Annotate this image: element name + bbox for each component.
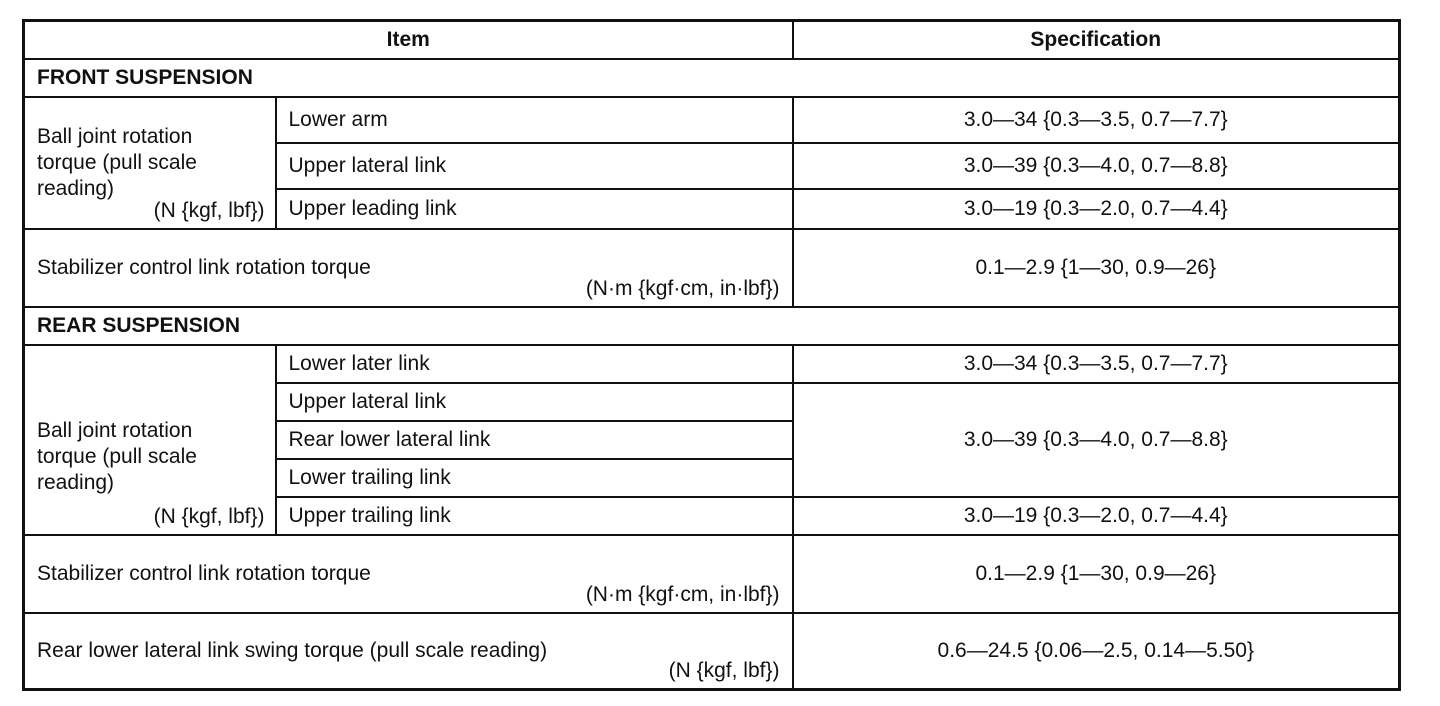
label-line: reading) [37, 471, 115, 494]
sub-item: Upper lateral link [276, 143, 793, 189]
rear-ball-joint-label [24, 345, 276, 535]
table-row [24, 535, 1400, 613]
specification-table [22, 19, 1401, 691]
front-ball-joint-label [24, 97, 276, 229]
unit-label: (N·m {kgf·cm, in·lbf}) [585, 277, 780, 300]
specification-column-header: Specification [793, 21, 1400, 60]
sub-item: Lower arm [276, 97, 793, 143]
section-row [24, 59, 1400, 97]
label-line: torque (pull scale [37, 151, 197, 174]
section-row [24, 307, 1400, 345]
rear-stabilizer-label [24, 535, 793, 613]
unit-label: (N·m {kgf·cm, in·lbf}) [585, 583, 780, 606]
swing-label-text: Rear lower lateral link swing torque (pull scale reading) [37, 638, 548, 662]
stabilizer-label-text: Stabilizer control link rotation torque [37, 256, 371, 279]
sub-item: Upper trailing link [276, 497, 793, 535]
spec-value: 3.0—19 {0.3—2.0, 0.7—4.4} [793, 497, 1400, 535]
table-row [24, 97, 1400, 143]
spec-value: 0.6—24.5 {0.06—2.5, 0.14—5.50} [793, 613, 1400, 689]
table-row [24, 229, 1400, 307]
unit-label: (N {kgf, lbf}) [153, 505, 265, 528]
sub-item: Upper lateral link [276, 383, 793, 421]
sub-item: Lower later link [276, 345, 793, 383]
spec-value: 3.0—34 {0.3—3.5, 0.7—7.7} [793, 97, 1400, 143]
label-line: Ball joint rotation [37, 419, 193, 442]
unit-label: (N {kgf, lbf}) [668, 658, 780, 682]
front-stabilizer-label [24, 229, 793, 307]
label-line: Ball joint rotation [37, 125, 193, 148]
spec-value: 3.0—19 {0.3—2.0, 0.7—4.4} [793, 189, 1400, 229]
table-row [24, 345, 1400, 383]
unit-label: (N {kgf, lbf}) [153, 199, 265, 222]
rear-swing-torque-label [24, 613, 793, 689]
stabilizer-label-text: Stabilizer control link rotation torque [37, 562, 371, 585]
label-line: reading) [37, 177, 115, 200]
item-column-header: Item [24, 21, 793, 60]
spec-value: 3.0—39 {0.3—4.0, 0.7—8.8} [793, 383, 1400, 497]
spec-value: 0.1—2.9 {1—30, 0.9—26} [793, 535, 1400, 613]
spec-value: 0.1—2.9 {1—30, 0.9—26} [793, 229, 1400, 307]
spec-value: 3.0—39 {0.3—4.0, 0.7—8.8} [793, 143, 1400, 189]
sub-item: Lower trailing link [276, 459, 793, 497]
rear-suspension-heading: REAR SUSPENSION [24, 307, 1400, 345]
label-line: torque (pull scale [37, 445, 197, 468]
front-suspension-heading: FRONT SUSPENSION [24, 59, 1400, 97]
header-row [24, 21, 1400, 60]
sub-item: Rear lower lateral link [276, 421, 793, 459]
table-row [24, 613, 1400, 689]
spec-value: 3.0—34 {0.3—3.5, 0.7—7.7} [793, 345, 1400, 383]
sub-item: Upper leading link [276, 189, 793, 229]
